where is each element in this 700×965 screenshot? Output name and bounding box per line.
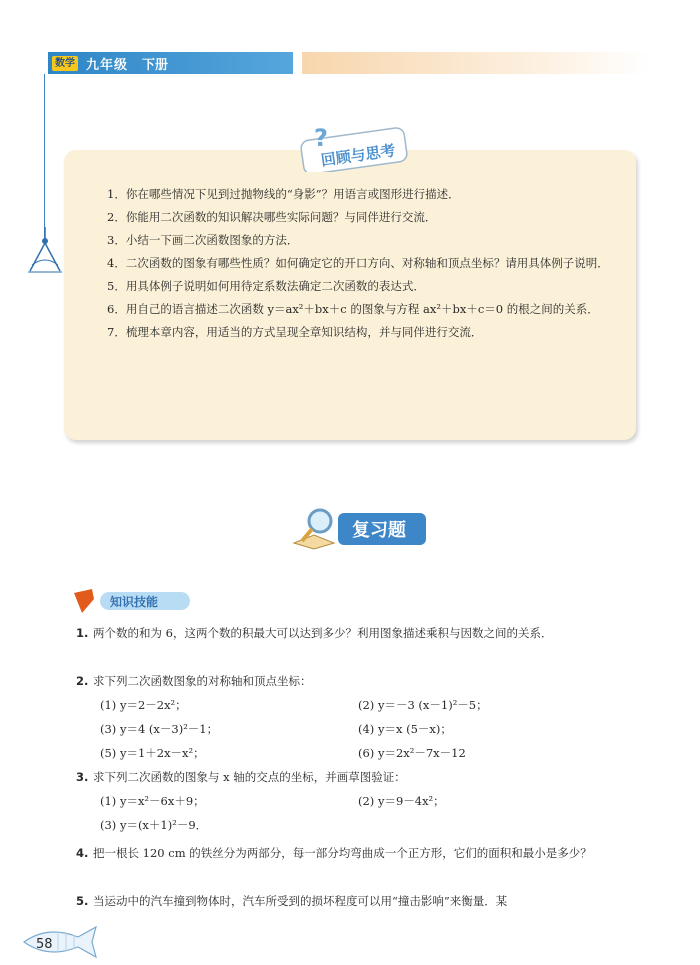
exercise-part: (4) y＝x (5－x)； bbox=[358, 722, 452, 736]
exercise-3 bbox=[76, 766, 636, 789]
magnifier-book-icon bbox=[294, 510, 334, 549]
exercise-part: (2) y＝9－4x²； bbox=[358, 794, 445, 808]
review-title: 回顾与思考 bbox=[319, 141, 397, 170]
exercise-part: (1) y＝2－2x²； bbox=[100, 698, 187, 712]
exercises-title: 复习题 bbox=[352, 520, 406, 541]
exercise-text: 求下列二次函数的图象与 x 轴的交点的坐标，并画草图验证： bbox=[93, 770, 406, 784]
exercise-text: 把一根长 120 cm 的铁丝分为两部分，每一部分均弯曲成一个正方形，它们的面积和最小是多少？ bbox=[93, 846, 592, 860]
exercise-part: (5) y＝1＋2x－x²； bbox=[100, 746, 205, 760]
review-item: 7．梳理本章内容，用适当的方式呈现全章知识结构，并与同伴进行交流． bbox=[107, 325, 483, 339]
margin-line bbox=[44, 74, 45, 244]
exercise-text: 求下列二次函数图象的对称轴和顶点坐标： bbox=[93, 674, 312, 688]
review-item: 5．用具体例子说明如何用待定系数法确定二次函数的表达式． bbox=[107, 279, 425, 293]
section-label-text: 知识技能 bbox=[110, 595, 159, 609]
exercise-4 bbox=[76, 842, 636, 865]
exercise-number: 1. bbox=[76, 626, 89, 640]
exercise-part: (3) y＝(x＋1)²－9． bbox=[100, 818, 208, 832]
question-mark-icon: ? bbox=[314, 124, 328, 152]
exercise-1 bbox=[76, 622, 636, 645]
review-item: 1．你在哪些情况下见到过抛物线的“身影”？用语言或图形进行描述． bbox=[107, 187, 460, 201]
volume-label: 下册 bbox=[142, 57, 169, 73]
grade-label: 九年级 bbox=[86, 57, 129, 73]
review-item: 3．小结一下画二次函数图象的方法． bbox=[107, 233, 299, 247]
chapter-header bbox=[48, 52, 293, 74]
review-title-tag bbox=[298, 120, 410, 172]
exercises-title-tag bbox=[290, 505, 430, 551]
review-question-list bbox=[64, 183, 636, 344]
exercise-text: 当运动中的汽车撞到物体时，汽车所受到的损坏程度可以用“撞击影响”来衡量．某 bbox=[93, 894, 508, 908]
subject-badge: 数学 bbox=[52, 56, 78, 71]
exercise-number: 2. bbox=[76, 674, 89, 688]
exercise-part: (1) y＝x²－6x＋9； bbox=[100, 794, 205, 808]
exercise-part: (3) y＝4 (x－3)²－1； bbox=[100, 722, 219, 736]
exercise-part: (6) y＝2x²－7x－12 bbox=[358, 746, 466, 760]
exercise-text: 两个数的和为 6，这两个数的积最大可以达到多少？利用图象描述乘积与因数之间的关系． bbox=[93, 626, 553, 640]
header-decor-bar bbox=[302, 52, 650, 74]
exercise-5 bbox=[76, 890, 636, 913]
page-number: 58 bbox=[36, 937, 53, 952]
review-item: 2．你能用二次函数的知识解决哪些实际问题？与同伴进行交流． bbox=[107, 210, 437, 224]
exercise-number: 3. bbox=[76, 770, 89, 784]
page-number-badge bbox=[18, 925, 100, 959]
compass-icon bbox=[24, 225, 66, 275]
exercise-number: 4. bbox=[76, 846, 89, 860]
exercise-2 bbox=[76, 670, 636, 693]
section-label-tag bbox=[70, 587, 195, 615]
review-item: 4．二次函数的图象有哪些性质？如何确定它的开口方向、对称轴和顶点坐标？请用具体例子说明． bbox=[107, 256, 609, 270]
fish-icon bbox=[24, 927, 96, 957]
review-item: 6．用自己的语言描述二次函数 y＝ax²＋bx＋c 的图象与方程 ax²＋bx＋c＝0 的根之间的关系． bbox=[107, 302, 599, 316]
leaf-icon bbox=[74, 589, 94, 613]
exercise-number: 5. bbox=[76, 894, 89, 908]
exercise-part: (2) y＝－3 (x－1)²－5； bbox=[358, 698, 488, 712]
